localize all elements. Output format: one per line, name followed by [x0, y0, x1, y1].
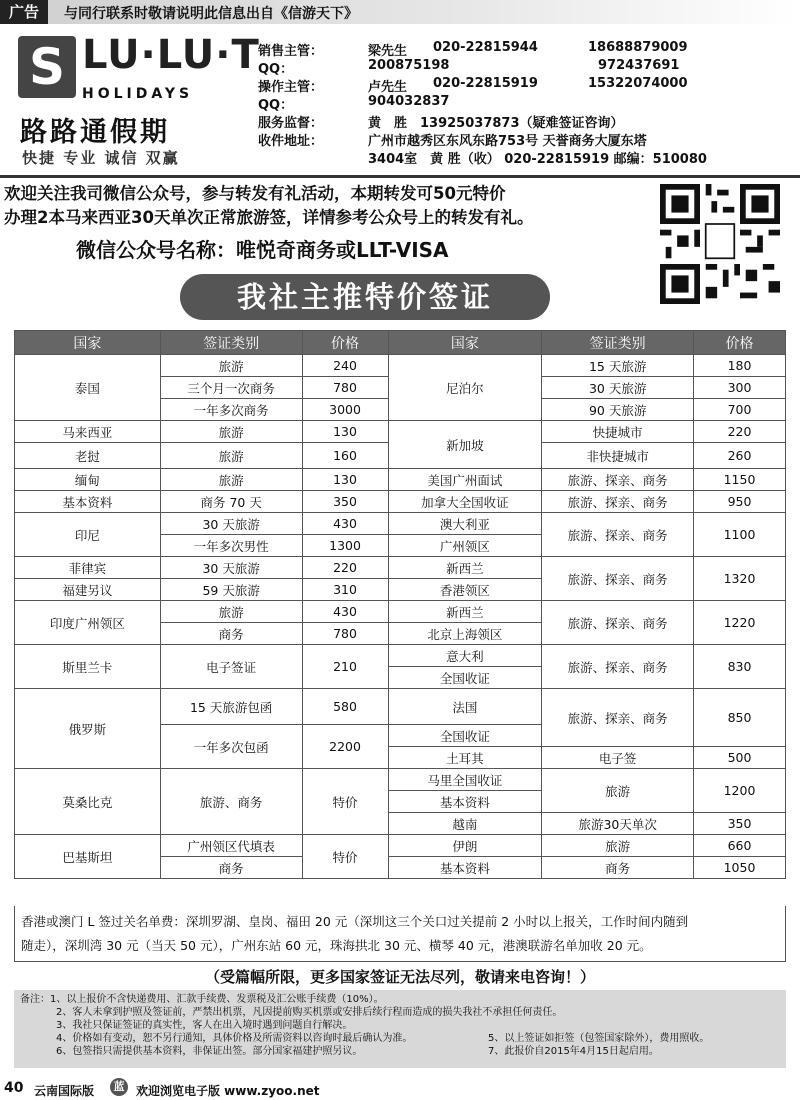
contact-label: 收件地址： — [258, 134, 324, 149]
contact-row — [258, 76, 798, 94]
type-cell: 30 天旅游 — [160, 557, 302, 579]
country-cell: 尼泊尔 — [388, 355, 542, 421]
type-cell: 旅游、探亲、商务 — [542, 491, 694, 513]
country-cell: 全国收证 — [388, 667, 542, 689]
type-cell: 15 天旅游包函 — [160, 689, 302, 725]
country-cell: 新加坡 — [388, 421, 542, 469]
price-cell: 210 — [302, 645, 388, 689]
country-cell: 加拿大全国收证 — [388, 491, 542, 513]
remark-row — [20, 993, 780, 1006]
type-cell: 旅游30天单次 — [542, 813, 694, 835]
type-cell: 旅游、探亲、商务 — [542, 469, 694, 491]
type-cell: 一年多次包函 — [160, 725, 302, 769]
country-cell: 福建另议 — [15, 579, 161, 601]
country-cell: 斯里兰卡 — [15, 645, 161, 689]
type-cell: 电子签 — [542, 747, 694, 769]
contact-address: 广州市越秀区东风东路753号 天誉商务大厦东塔 — [368, 134, 647, 149]
contact-row — [258, 58, 798, 76]
contact-row — [258, 94, 798, 112]
type-cell: 商务 — [160, 857, 302, 879]
promo-text — [4, 182, 533, 230]
type-cell: 旅游 — [542, 769, 694, 813]
contact-qq: 972437691 — [598, 58, 680, 73]
type-cell: 30 天旅游 — [160, 513, 302, 535]
price-cell: 260 — [694, 443, 786, 469]
country-cell: 香港领区 — [388, 579, 542, 601]
price-cell: 180 — [694, 355, 786, 377]
table-header-row — [15, 331, 786, 355]
table-row — [15, 513, 786, 535]
price-cell: 430 — [302, 513, 388, 535]
header-visa-type: 签证类别 — [160, 331, 302, 355]
country-cell: 北京上海领区 — [388, 623, 542, 645]
hk-note-line-2: 随走），深圳湾 30 元（当天 50 元），广州东站 60 元，珠海拱北 30 元、横琴 40 元，港澳联游名单加收 20 元。 — [21, 938, 652, 953]
type-cell: 商务 — [160, 623, 302, 645]
type-cell: 旅游、商务 — [160, 769, 302, 835]
hk-note-line-1: 香港或澳门 L 签过关名单费：深圳罗湖、皇岗、福田 20 元（深圳这三个关口过关提前 2 小时以上报关，工作时间内随到 — [21, 914, 689, 929]
country-cell: 印尼 — [15, 513, 161, 557]
remark: 5、以上签证如拒签（包签国家除外），费用照收。 — [488, 1033, 710, 1044]
type-cell: 59 天旅游 — [160, 579, 302, 601]
country-cell: 马来西亚 — [15, 421, 161, 443]
price-cell: 950 — [694, 491, 786, 513]
header-price: 价格 — [694, 331, 786, 355]
country-cell: 伊朗 — [388, 835, 542, 857]
remark-row — [20, 1045, 780, 1058]
remark-row — [20, 1032, 780, 1045]
logo-slogan: 快捷 专业 诚信 双赢 — [22, 149, 180, 167]
promo-line-2: 办理2本马来西亚30天单次正常旅游签，详情参考公众号上的转发有礼。 — [4, 208, 534, 227]
contact-label: QQ： — [258, 62, 294, 77]
country-cell: 广州领区 — [388, 535, 542, 557]
table-row — [15, 355, 786, 377]
remark-row — [20, 1019, 780, 1032]
header-country: 国家 — [388, 331, 542, 355]
type-cell: 三个月一次商务 — [160, 377, 302, 399]
remark: 3、我社只保证签证的真实性，客人在出入境时遇到问题自行解决。 — [56, 1020, 353, 1031]
type-cell: 90 天旅游 — [542, 399, 694, 421]
price-cell: 特价 — [302, 835, 388, 879]
qr-code-icon — [660, 184, 780, 304]
contact-address-2: 3404室 黄 胜（收） 020-22815919 邮编：510080 — [368, 152, 707, 167]
type-cell: 快捷城市 — [542, 421, 694, 443]
contact-value: 200875198 — [368, 58, 450, 73]
price-cell: 特价 — [302, 769, 388, 835]
country-cell: 马里全国收证 — [388, 769, 542, 791]
price-cell: 350 — [302, 491, 388, 513]
contact-block — [258, 40, 798, 166]
type-cell: 旅游、探亲、商务 — [542, 645, 694, 689]
contact-value: 梁先生 — [368, 44, 408, 59]
country-cell: 越南 — [388, 813, 542, 835]
contact-row — [258, 130, 798, 148]
price-cell: 1320 — [694, 557, 786, 601]
price-cell: 500 — [694, 747, 786, 769]
page-footer — [0, 1076, 800, 1100]
price-cell: 660 — [694, 835, 786, 857]
header-price: 价格 — [302, 331, 388, 355]
price-cell: 220 — [302, 557, 388, 579]
price-cell: 240 — [302, 355, 388, 377]
more-countries-note: （受篇幅所限，更多国家签证无法尽列，敬请来电咨询！） — [204, 968, 595, 986]
type-cell: 15 天旅游 — [542, 355, 694, 377]
country-cell: 新西兰 — [388, 557, 542, 579]
country-cell: 基本资料 — [388, 857, 542, 879]
contact-phone: 020-22815919 — [433, 76, 538, 91]
price-cell: 1220 — [694, 601, 786, 645]
featured-banner: 我社主推特价签证 — [180, 274, 550, 320]
price-cell: 130 — [302, 469, 388, 491]
type-cell: 商务 — [542, 857, 694, 879]
country-cell: 菲律宾 — [15, 557, 161, 579]
top-notice: 与同行联系时敬请说明此信息出自《信游天下》 — [64, 6, 358, 22]
table-row — [15, 769, 786, 791]
header-country: 国家 — [15, 331, 161, 355]
type-cell: 旅游、探亲、商务 — [542, 557, 694, 601]
country-cell: 基本资料 — [388, 791, 542, 813]
remark: 备注：1、以上报价不含快递费用、汇款手续费、发票税及汇公账手续费（10%）。 — [20, 994, 384, 1005]
country-cell: 俄罗斯 — [15, 689, 161, 769]
country-cell: 意大利 — [388, 645, 542, 667]
contact-mobile: 15322074000 — [588, 76, 688, 91]
table-row — [15, 491, 786, 513]
price-cell: 220 — [694, 421, 786, 443]
type-cell: 旅游 — [160, 443, 302, 469]
price-cell: 160 — [302, 443, 388, 469]
remark: 6、包签指只需提供基本资料，非保证出签。部分国家福建护照另议。 — [56, 1046, 363, 1057]
price-cell: 130 — [302, 421, 388, 443]
country-cell: 美国广州面试 — [388, 469, 542, 491]
type-cell: 旅游 — [160, 469, 302, 491]
country-cell: 基本资料 — [15, 491, 161, 513]
country-cell: 印度广州领区 — [15, 601, 161, 645]
contact-label: QQ： — [258, 98, 294, 113]
type-cell: 旅游、探亲、商务 — [542, 513, 694, 557]
country-cell: 缅甸 — [15, 469, 161, 491]
visa-price-table — [14, 330, 786, 879]
header-visa-type: 签证类别 — [542, 331, 694, 355]
price-cell: 300 — [694, 377, 786, 399]
page-number: 40 — [4, 1080, 24, 1096]
logo-name-cn: 路路通假期 — [20, 117, 170, 148]
price-cell: 350 — [694, 813, 786, 835]
country-cell: 澳大利亚 — [388, 513, 542, 535]
remark: 2、客人未拿到护照及签证前，严禁出机票，凡因提前购买机票或安排后续行程而造成的损失我社不承担任何责任。 — [56, 1007, 563, 1018]
edition-circle-icon: 蓝 — [110, 1078, 128, 1096]
logo-brand: LU·LU·T — [82, 32, 260, 78]
country-cell: 法国 — [388, 689, 542, 725]
price-cell: 850 — [694, 689, 786, 747]
contact-label: 销售主管： — [258, 44, 324, 59]
remarks-box — [14, 990, 786, 1068]
table-row — [15, 469, 786, 491]
ad-tag: 广告 — [0, 0, 48, 24]
table-row — [15, 601, 786, 623]
country-cell: 土耳其 — [388, 747, 542, 769]
contact-value: 卢先生 — [368, 80, 408, 95]
table-row — [15, 421, 786, 443]
country-cell: 新西兰 — [388, 601, 542, 623]
wechat-name: 微信公众号名称：唯悦奇商务或LLT-VISA — [76, 238, 449, 262]
price-cell: 430 — [302, 601, 388, 623]
price-cell: 780 — [302, 623, 388, 645]
table-row — [15, 835, 786, 857]
contact-phone: 020-22815944 — [433, 40, 538, 55]
price-cell: 1100 — [694, 513, 786, 557]
type-cell: 商务 70 天 — [160, 491, 302, 513]
remark-row — [20, 1006, 780, 1019]
price-cell: 2200 — [302, 725, 388, 769]
price-cell: 310 — [302, 579, 388, 601]
price-cell: 1300 — [302, 535, 388, 557]
company-logo — [12, 30, 260, 170]
type-cell: 旅游 — [542, 835, 694, 857]
top-bar — [0, 0, 800, 24]
table-row — [15, 645, 786, 667]
country-cell: 全国收证 — [388, 725, 542, 747]
type-cell: 一年多次商务 — [160, 399, 302, 421]
logo-s-icon: S — [18, 36, 76, 98]
type-cell: 非快捷城市 — [542, 443, 694, 469]
country-cell: 莫桑比克 — [15, 769, 161, 835]
contact-value: 904032837 — [368, 94, 450, 109]
contact-row — [258, 40, 798, 58]
type-cell: 旅游 — [160, 601, 302, 623]
price-cell: 580 — [302, 689, 388, 725]
remark: 4、价格如有变动，恕不另行通知，具体价格及所需资料以咨询时最后确认为准。 — [56, 1033, 413, 1044]
remark: 7、此报价自2015年4月15日起启用。 — [488, 1046, 659, 1057]
type-cell: 旅游、探亲、商务 — [542, 601, 694, 645]
country-cell: 老挝 — [15, 443, 161, 469]
type-cell: 30 天旅游 — [542, 377, 694, 399]
table-row — [15, 689, 786, 725]
contact-row — [258, 112, 798, 130]
type-cell: 旅游、探亲、商务 — [542, 689, 694, 747]
edition-label: 云南国际版 — [34, 1084, 95, 1098]
logo-holidays: HOLIDAYS — [82, 86, 194, 102]
price-cell: 3000 — [302, 399, 388, 421]
price-cell: 700 — [694, 399, 786, 421]
contact-label: 操作主管： — [258, 80, 324, 95]
price-cell: 780 — [302, 377, 388, 399]
type-cell: 电子签证 — [160, 645, 302, 689]
type-cell: 旅游 — [160, 355, 302, 377]
contact-label: 服务监督： — [258, 116, 324, 131]
price-cell: 1050 — [694, 857, 786, 879]
website-link[interactable]: 欢迎浏览电子版 www.zyoo.net — [136, 1084, 320, 1098]
contact-value: 黄 胜 13925037873（疑难签证咨询） — [368, 116, 624, 131]
contact-row — [258, 148, 798, 166]
price-cell: 1200 — [694, 769, 786, 813]
type-cell: 一年多次男性 — [160, 535, 302, 557]
divider — [0, 175, 800, 178]
country-cell: 泰国 — [15, 355, 161, 421]
country-cell: 巴基斯坦 — [15, 835, 161, 879]
contact-mobile: 18688879009 — [588, 40, 688, 55]
hk-macau-note — [14, 906, 786, 962]
table-row — [15, 557, 786, 579]
price-cell: 830 — [694, 645, 786, 689]
type-cell: 广州领区代填表 — [160, 835, 302, 857]
price-cell: 1150 — [694, 469, 786, 491]
type-cell: 旅游 — [160, 421, 302, 443]
promo-line-1: 欢迎关注我司微信公众号，参与转发有礼活动，本期转发可50元特价 — [4, 184, 506, 203]
